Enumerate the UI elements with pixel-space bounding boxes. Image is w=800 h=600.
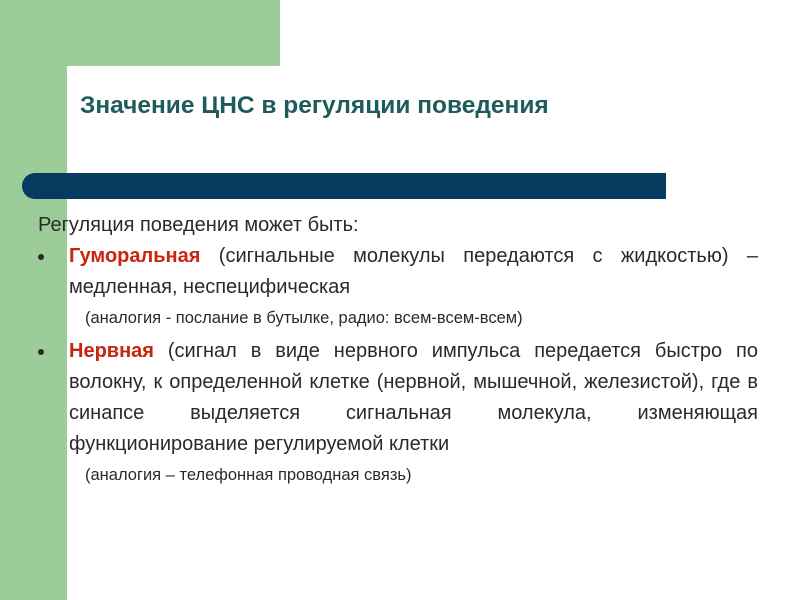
intro-text: Регуляция поведения может быть:	[38, 214, 359, 236]
term-nervous: Нервная	[69, 340, 154, 362]
slide-title: Значение ЦНС в регуляции поведения	[80, 92, 549, 119]
slide-content	[38, 210, 758, 493]
title-underline-bar	[22, 173, 666, 199]
bullet-dot-icon	[38, 349, 44, 355]
analogy-humoral: (аналогия - послание в бутылке, радио: всем-всем-всем)	[85, 309, 523, 327]
analogy-nervous: (аналогия – телефонная проводная связь)	[85, 466, 412, 484]
bullet-text-humoral: (сигнальные молекулы передаются с жидкостью) – медленная, неспецифическая	[69, 245, 758, 298]
term-humoral: Гуморальная	[69, 245, 201, 267]
background-top-band	[67, 0, 280, 66]
bullet-humoral	[38, 241, 758, 303]
bullet-dot-icon	[38, 254, 44, 260]
bullet-text-nervous: (сигнал в виде нервного импульса передается быстро по волокну, к определенной клетке (нервной, мышечной, железистой), где в синапсе выделяется сигнальная молекула, изменяющая функционирование регулируемой клетки	[69, 340, 758, 455]
bullet-nervous	[38, 336, 758, 460]
